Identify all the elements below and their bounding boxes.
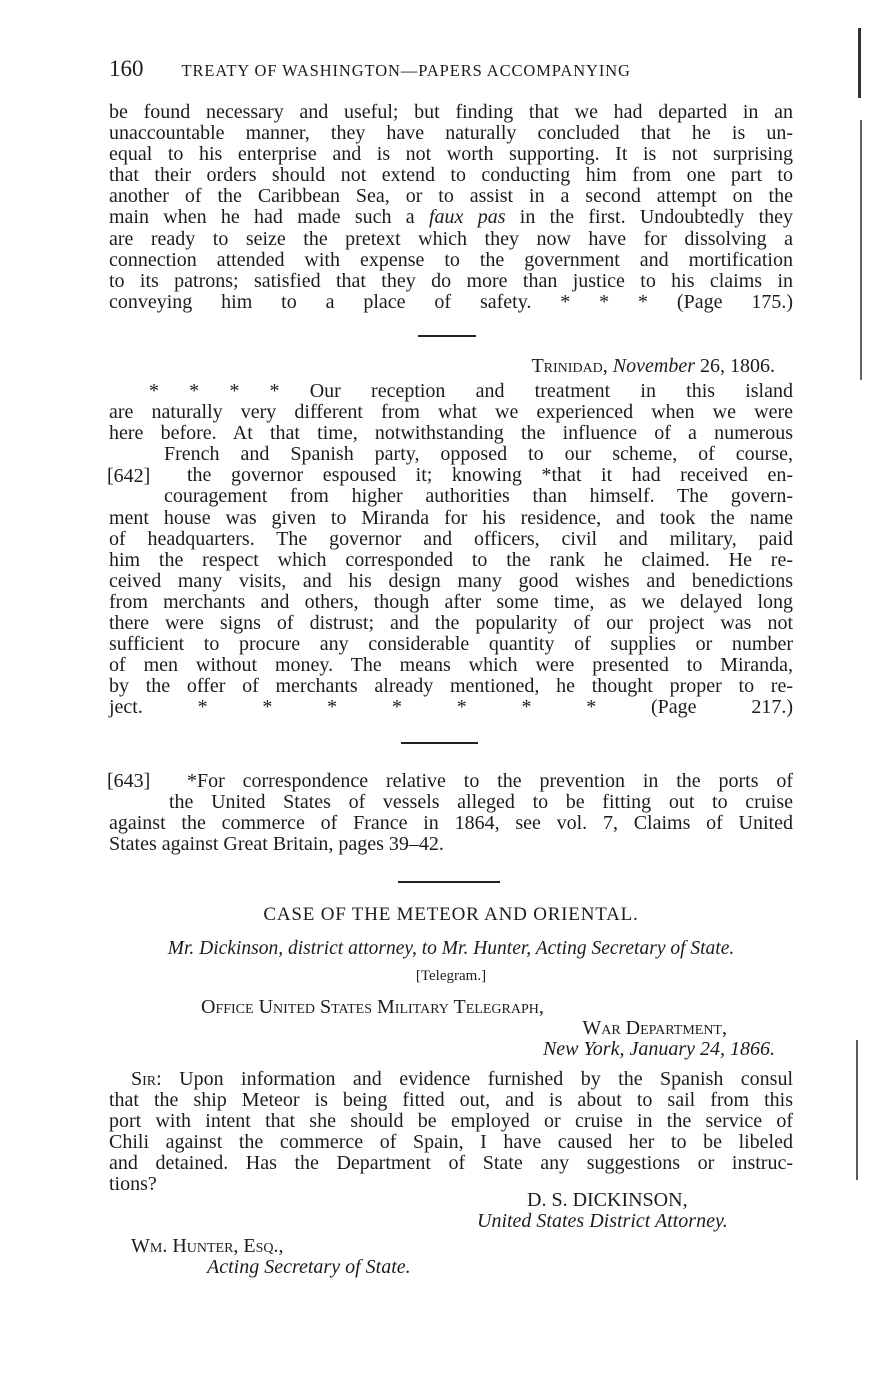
text-line: there were signs of distrust; and the popularity of our project was not bbox=[109, 612, 793, 635]
text-line: to its patrons; satisfied that they do more than justice to his claims in bbox=[109, 269, 793, 292]
paragraph-1 bbox=[109, 102, 793, 313]
addressee-name: Wm. Hunter, Esq., bbox=[131, 1235, 284, 1257]
salutation: Sir: bbox=[131, 1068, 162, 1090]
text-line: conveying him to a place of safety. * * * (Page 175.) bbox=[109, 290, 793, 313]
office-line-3: New York, January 24, 1866. bbox=[542, 1038, 775, 1061]
text-line: tions? bbox=[109, 1173, 157, 1196]
text-line: that their orders should not extend to conducting him from one part to bbox=[109, 164, 793, 187]
text-line: * * * * Our reception and treatment in this island bbox=[149, 380, 793, 402]
text-line: the governor espoused it; knowing *that it had received en- bbox=[187, 464, 793, 487]
signature-block bbox=[109, 1190, 793, 1232]
section-rule bbox=[418, 335, 476, 337]
addressee-block bbox=[109, 1236, 793, 1278]
text-line: him the respect which corresponded to the rank he claimed. He re- bbox=[109, 548, 793, 571]
margin-ref-643: [643] bbox=[107, 770, 151, 792]
case-heading: CASE OF THE METEOR AND ORIENTAL. bbox=[263, 904, 639, 925]
scan-edge-mark bbox=[860, 120, 862, 380]
text-line: couragement from higher authorities than himself. The govern- bbox=[164, 485, 793, 508]
dateline-trinidad bbox=[109, 356, 775, 377]
text-line bbox=[109, 1069, 793, 1090]
addressee-title: Acting Secretary of State. bbox=[207, 1256, 411, 1279]
letter-body bbox=[109, 1069, 793, 1196]
text-line: ment house was given to Miranda for his residence, and took the name bbox=[109, 506, 793, 529]
text-span: Upon information and evidence furnished by the Spanish consul bbox=[179, 1068, 794, 1090]
text-line: unaccountable manner, they have naturally concluded that he is un- bbox=[109, 122, 793, 145]
signature-title: United States District Attorney. bbox=[477, 1210, 728, 1233]
running-title: TREATY OF WASHINGTON—PAPERS ACCOMPANYING bbox=[181, 61, 631, 80]
text-line: be found necessary and useful; but finding that we had departed in an bbox=[109, 101, 793, 123]
text-line bbox=[109, 207, 793, 228]
office-heading bbox=[109, 997, 793, 1060]
page-header bbox=[109, 56, 809, 84]
paragraph-3 bbox=[109, 771, 793, 855]
section-rule bbox=[398, 881, 500, 883]
office-line-2: War Department, bbox=[582, 1017, 727, 1040]
text-line: against the commerce of France in 1864, see vol. 7, Claims of United bbox=[109, 812, 793, 835]
letter-subtitle-text: Mr. Dickinson, district attorney, to Mr. Hunter, Acting Secretary of State. bbox=[167, 938, 735, 959]
text-line: are naturally very different from what we experienced when we were bbox=[109, 401, 793, 424]
text-line: *For correspondence relative to the prevention in the ports of bbox=[187, 770, 793, 792]
text-line: and detained. Has the Department of State any suggestions or instruc- bbox=[109, 1152, 793, 1175]
text-line: ceived many visits, and his design many good wishes and benedictions bbox=[109, 569, 793, 592]
dateline-place: Trinidad, bbox=[531, 355, 608, 377]
margin-ref-642: [642] bbox=[107, 465, 151, 487]
paragraph-2 bbox=[109, 381, 793, 719]
scan-edge-mark bbox=[858, 28, 861, 98]
text-span: in the first. Undoubtedly they bbox=[519, 206, 794, 229]
office-line-1: Office United States Military Telegraph, bbox=[201, 996, 544, 1018]
dateline-month: November bbox=[612, 355, 695, 377]
text-line: the United States of vessels alleged to be fitting out to cruise bbox=[169, 791, 793, 814]
telegram-label: [Telegram.] bbox=[415, 968, 487, 984]
text-line: French and Spanish party, opposed to our scheme, of course, bbox=[164, 443, 793, 466]
text-line: are ready to seize the pretext which they now have for dissolving a bbox=[109, 227, 793, 250]
text-line: Chili against the commerce of Spain, I have caused her to be libeled bbox=[109, 1131, 793, 1154]
dateline-day: 26, 1806. bbox=[700, 355, 775, 377]
text-line: of men without money. The means which were presented to Miranda, bbox=[109, 654, 793, 677]
text-span: main when he had made such a bbox=[109, 206, 415, 229]
text-line: port with intent that she should be employed or cruise in the service of bbox=[109, 1110, 793, 1133]
signature-name: D. S. DICKINSON, bbox=[527, 1189, 688, 1211]
text-line: equal to his enterprise and is not worth supporting. It is not surprising bbox=[109, 143, 793, 166]
text-line: here before. At that time, notwithstanding the influence of a numerous bbox=[109, 422, 793, 445]
section-rule bbox=[401, 742, 478, 744]
scan-edge-mark bbox=[856, 1040, 858, 1180]
text-line: of headquarters. The governor and officers, civil and military, paid bbox=[109, 527, 793, 550]
italic-phrase: faux pas bbox=[428, 206, 506, 229]
text-line: ject. * * * * * * * (Page 217.) bbox=[109, 696, 793, 719]
text-line: connection attended with expense to the government and mortification bbox=[109, 248, 793, 271]
letter-subtitle bbox=[109, 938, 793, 959]
text-line: that the ship Meteor is being fitted out, and is about to sail from this bbox=[109, 1089, 793, 1112]
page-number: 160 bbox=[109, 56, 144, 81]
text-line: another of the Caribbean Sea, or to assist in a second attempt on the bbox=[109, 185, 793, 208]
text-line: sufficient to procure any considerable quantity of supplies or number bbox=[109, 633, 793, 656]
text-line: by the offer of merchants already mentioned, he thought proper to re- bbox=[109, 675, 793, 698]
text-line: from merchants and others, though after some time, as we delayed long bbox=[109, 590, 793, 613]
text-line: States against Great Britain, pages 39–42. bbox=[109, 833, 444, 856]
